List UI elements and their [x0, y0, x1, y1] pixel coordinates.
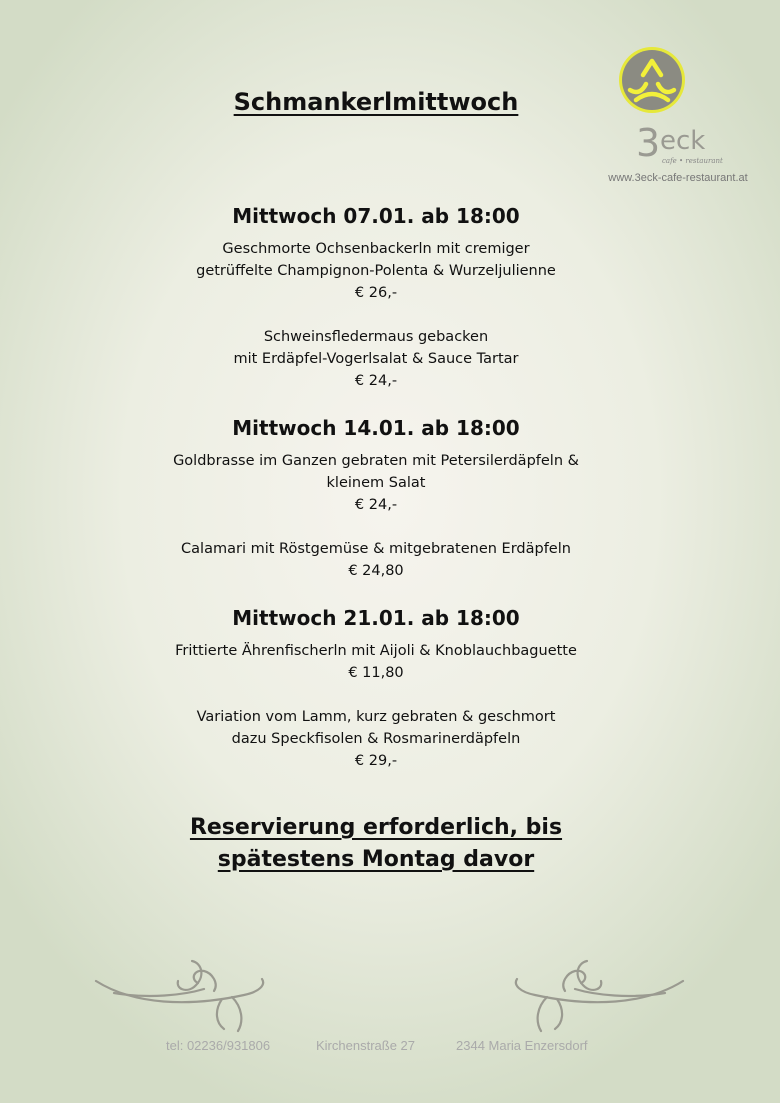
dish-price: € 11,80 [348, 665, 404, 681]
reservation-notice [0, 812, 752, 876]
dish-line: Calamari mit Röstgemüse & mitgebratenen Erdäpfeln [181, 541, 571, 557]
dish [0, 640, 752, 684]
dish-line: Geschmorte Ochsenbackerln mit cremiger [222, 241, 530, 257]
dish-price: € 24,- [354, 373, 398, 389]
website-url[interactable]: www.3eck-cafe-restaurant.at [608, 172, 748, 184]
footer-city: 2344 Maria Enzersdorf [456, 1038, 588, 1053]
day-block [0, 604, 752, 772]
dish-price: € 29,- [354, 753, 398, 769]
dish-line: Goldbrasse im Ganzen gebraten mit Petersilerdäpfeln & [173, 453, 579, 469]
dish-line: kleinem Salat [326, 475, 426, 491]
footer-phone[interactable]: tel: 02236/931806 [166, 1038, 271, 1053]
reservation-line: spätestens Montag davor [217, 847, 535, 872]
dish-line: mit Erdäpfel-Vogerlsalat & Sauce Tartar [233, 351, 519, 367]
dish [0, 706, 752, 772]
day-block [0, 414, 752, 582]
footer-street: Kirchenstraße 27 [316, 1038, 415, 1053]
day-heading: Mittwoch 14.01. ab 18:00 [232, 416, 520, 440]
ornament-right-icon [510, 955, 685, 1035]
dish-price: € 24,- [354, 497, 398, 513]
dish [0, 538, 752, 582]
footer [0, 1038, 780, 1056]
dish-line: Variation vom Lamm, kurz gebraten & geschmort [196, 709, 556, 725]
dish-line: Frittierte Ährenfischerln mit Aijoli & Knoblauchbaguette [175, 643, 577, 659]
menu-list [0, 202, 752, 794]
logo-wordmark: eck [660, 126, 706, 156]
dish [0, 450, 752, 516]
dish-price: € 24,80 [348, 563, 404, 579]
dish-line: dazu Speckfisolen & Rosmarinerdäpfeln [231, 731, 521, 747]
day-heading: Mittwoch 21.01. ab 18:00 [232, 606, 520, 630]
restaurant-logo [600, 44, 760, 189]
ornament-left-icon [94, 955, 269, 1035]
dish [0, 238, 752, 304]
reservation-line: Reservierung erforderlich, bis [189, 815, 563, 840]
logo-tagline: cafe • restaurant [662, 157, 723, 165]
day-block [0, 202, 752, 392]
day-heading: Mittwoch 07.01. ab 18:00 [232, 204, 520, 228]
logo-numeral: 3 [636, 121, 661, 165]
dish-price: € 26,- [354, 285, 398, 301]
dish [0, 326, 752, 392]
dish-line: Schweinsfledermaus gebacken [263, 329, 489, 345]
dish-line: getrüffelte Champignon-Polenta & Wurzeljulienne [196, 263, 556, 279]
page-title: Schmankerlmittwoch [233, 88, 519, 116]
